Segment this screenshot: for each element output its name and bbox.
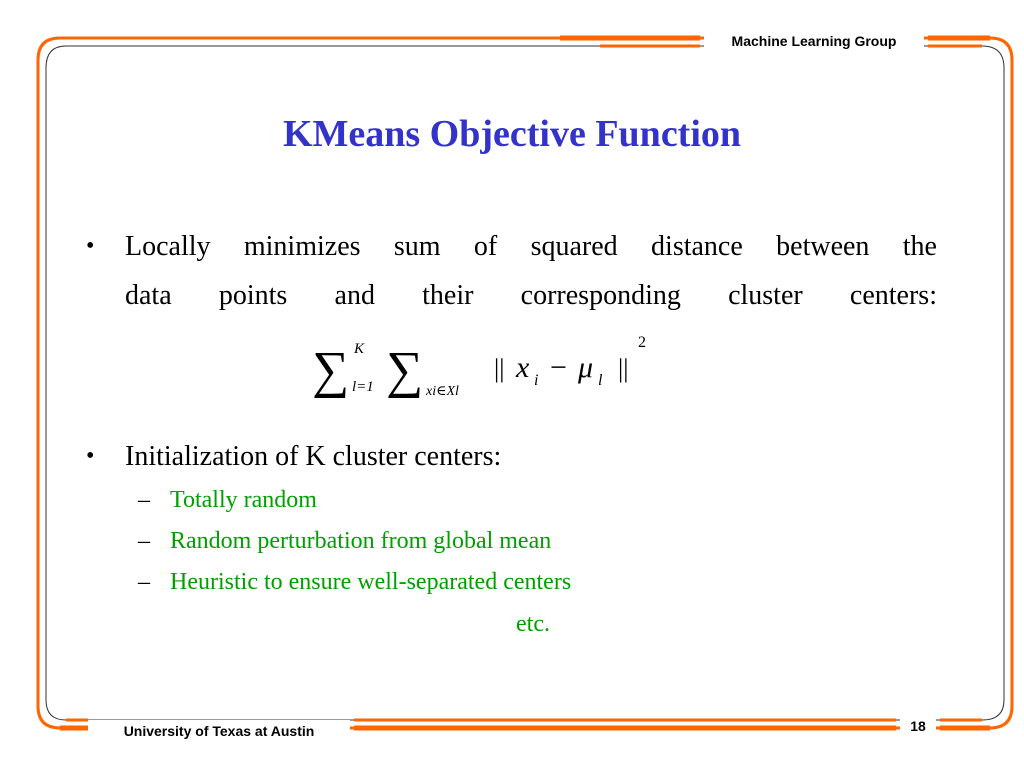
- bullet-line-2: data points and their corresponding cluster centers:: [125, 280, 937, 311]
- formula-exponent: 2: [638, 334, 646, 351]
- sub-item-text: Heuristic to ensure well-separated centers: [170, 569, 572, 595]
- sum-symbol-inner: ∑: [386, 342, 424, 399]
- sub-item-totally-random: [138, 480, 317, 520]
- formula-lower-limit-inner: xi∈Xl: [426, 384, 459, 399]
- formula-mu-sub: l: [598, 372, 603, 389]
- sub-item-text: Random perturbation from global mean: [170, 528, 552, 554]
- bullet-objective: [86, 222, 956, 320]
- sub-dash: –: [138, 487, 150, 513]
- kmeans-objective-formula: [312, 325, 672, 405]
- bullet-text: Initialization of K cluster centers:: [125, 441, 502, 472]
- header-group-name: Machine Learning Group: [704, 31, 924, 51]
- norm-open: ||: [494, 354, 505, 383]
- bullet-initialization: [86, 432, 956, 481]
- formula-x: x: [516, 351, 530, 384]
- bullet-line-1: Locally minimizes sum of squared distance between the: [125, 231, 937, 262]
- sub-item-random-perturbation: [138, 521, 551, 561]
- etc-note: etc.: [516, 611, 550, 637]
- footer-institution: University of Texas at Austin: [88, 720, 350, 742]
- sub-item-text: Totally random: [170, 487, 317, 513]
- bullet-dot: •: [86, 443, 95, 469]
- formula-x-sub: i: [534, 372, 539, 389]
- sub-dash: –: [138, 569, 150, 595]
- norm-close: ||: [618, 354, 629, 383]
- formula-upper-limit: K: [354, 341, 365, 357]
- page-number: 18: [900, 716, 936, 736]
- formula-mu: μ: [578, 351, 594, 384]
- bullet-dot: •: [86, 233, 95, 259]
- sum-symbol-outer: ∑: [312, 342, 350, 399]
- formula-lower-limit-outer: l=1: [352, 379, 374, 395]
- sub-dash: –: [138, 528, 150, 554]
- formula-minus: −: [550, 351, 567, 384]
- sub-item-heuristic: [138, 562, 571, 602]
- slide-title: KMeans Objective Function: [282, 113, 742, 155]
